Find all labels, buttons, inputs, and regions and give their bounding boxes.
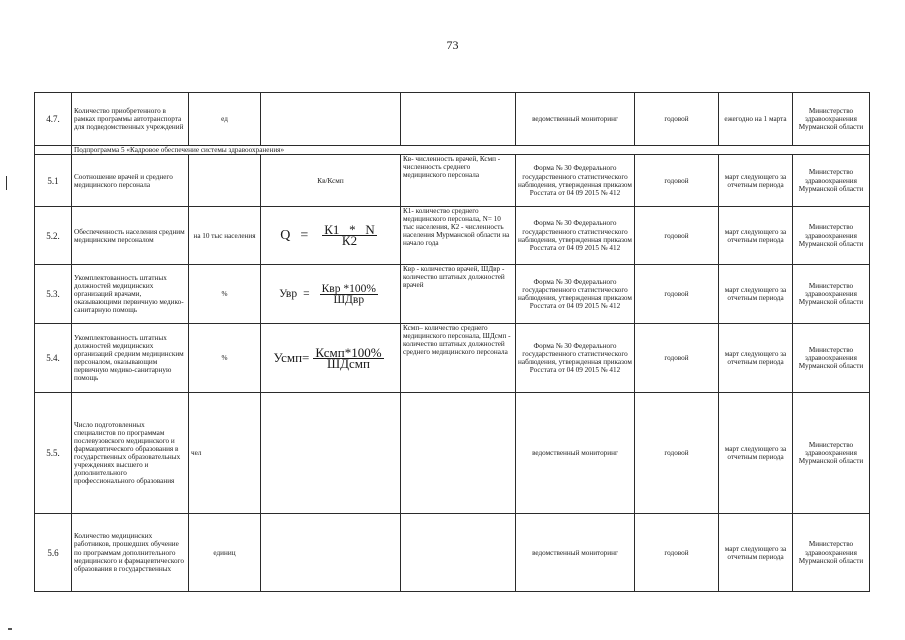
calculation-formula [261, 207, 401, 265]
indicator-definition [401, 93, 516, 146]
data-source: ведомственный мониторинг [516, 514, 635, 592]
margin-mark [6, 176, 7, 190]
data-source: Форма № 30 Федерального государственного статистического наблюдения, утвержденная приказом Росстата от 04 09 2015 № 412 [516, 324, 635, 393]
indicator-name: Обеспеченность населения средним медицинским персоналом [72, 207, 189, 265]
frequency: годовой [635, 393, 719, 514]
indicator-table [34, 92, 870, 592]
frequency: годовой [635, 514, 719, 592]
unit-of-measure: % [189, 265, 261, 324]
row-number: 5.3. [35, 265, 72, 324]
data-source: ведомственный мониторинг [516, 393, 635, 514]
calculation-formula [261, 514, 401, 592]
formula-fraction [320, 282, 378, 306]
row-number: 5.2. [35, 207, 72, 265]
indicator-name: Укомплектованность штатных должностей медицинских организаций врачами, оказывающими первичную медико-санитарную помощь [72, 265, 189, 324]
frequency: годовой [635, 265, 719, 324]
row-number: 5.5. [35, 393, 72, 514]
indicator-definition: К1- количество среднего медицинского персонала, N= 10 тыс населения, К2 - численность населения Мурманской области на начало года [401, 207, 516, 265]
calculation-formula [261, 324, 401, 393]
formula-numerator: Ксмп*100% [315, 344, 382, 360]
reporting-term: март следующего за отчетным периода [719, 514, 793, 592]
row-number: 5.1 [35, 155, 72, 207]
formula-denominator: ШДвр [333, 293, 365, 306]
formula-equals: = [300, 227, 309, 243]
unit-of-measure [189, 155, 261, 207]
calculation-formula [261, 265, 401, 324]
formula-lhs: Усмп= [273, 350, 310, 366]
reporting-term: март следующего за отчетным периода [719, 393, 793, 514]
table-row [35, 207, 870, 265]
reporting-term: март следующего за отчетным периода [719, 324, 793, 393]
responsible-body: Министерство здравоохранения Мурманской области [793, 155, 870, 207]
indicator-name: Укомплектованность штатных должностей медицинских организаций средним медицинским персоналом, оказывающим первичную медико-санитарную помощь [72, 324, 189, 393]
table-row [35, 324, 870, 393]
reporting-term: март следующего за отчетным периода [719, 207, 793, 265]
responsible-body: Министерство здравоохранения Мурманской области [793, 393, 870, 514]
calculation-formula [261, 393, 401, 514]
indicator-name: Соотношение врачей и среднего медицинского персонала [72, 155, 189, 207]
responsible-body: Министерство здравоохранения Мурманской области [793, 93, 870, 146]
formula-numerator: Квр *100% [321, 282, 376, 295]
subprogram-heading: Подпрограмма 5 «Кадровое обеспечение системы здравоохранения» [72, 146, 870, 155]
indicator-definition [401, 393, 516, 514]
frequency: годовой [635, 93, 719, 146]
data-source: Форма № 30 Федерального государственного статистического наблюдения, утвержденная приказом Росстата от 04 09 2015 № 412 [516, 265, 635, 324]
frequency: годовой [635, 207, 719, 265]
subheading-spacer [35, 146, 72, 155]
row-number: 5.4. [35, 324, 72, 393]
table-row [35, 265, 870, 324]
data-source: Форма № 30 Федерального государственного статистического наблюдения, утвержденная приказом Росстата от 04 09 2015 № 412 [516, 155, 635, 207]
reporting-term: март следующего за отчетным периода [719, 155, 793, 207]
table-row [35, 155, 870, 207]
responsible-body: Министерство здравоохранения Мурманской области [793, 265, 870, 324]
formula-denominator: К2 [341, 233, 358, 249]
formula-numerator: К1 * N [324, 222, 375, 237]
formula-uvr [263, 282, 398, 306]
formula-lhs: Q [280, 227, 291, 243]
responsible-body: Министерство здравоохранения Мурманской области [793, 514, 870, 592]
data-source: Форма № 30 Федерального государственного статистического наблюдения, утвержденная приказом Росстата от 04 09 2015 № 412 [516, 207, 635, 265]
row-number: 5.6 [35, 514, 72, 592]
frequency: годовой [635, 324, 719, 393]
unit-of-measure: ед [189, 93, 261, 146]
unit-of-measure: на 10 тыс населения [189, 207, 261, 265]
indicator-name: Количество медицинских работников, прошедших обучение по программам дополнительного медицинского и фармацевтического образования в государственных [72, 514, 189, 592]
indicator-name: Количество приобретенного в рамках программы автотранспорта для подведомственных учреждений [72, 93, 189, 146]
formula-q [263, 222, 398, 249]
formula-usmp [263, 344, 398, 371]
frequency: годовой [635, 155, 719, 207]
table-row [35, 514, 870, 592]
subprogram-heading-row [35, 146, 870, 155]
unit-of-measure: чел [189, 393, 261, 514]
indicator-definition: Квр - количество врачей, ШДвр - количество штатных должностей врачей [401, 265, 516, 324]
formula-lhs: Увр [279, 288, 298, 301]
page-number: 73 [446, 38, 459, 52]
formula-denominator: ШДсмп [326, 355, 370, 371]
indicator-definition: Ксмп– количество среднего медицинского персонала, ШДсмп - количество штатных должностей среднего медицинского персонала [401, 324, 516, 393]
data-source: ведомственный мониторинг [516, 93, 635, 146]
calculation-formula: Кв/Ксмп [261, 155, 401, 207]
indicator-definition: Кв- численность врачей, Ксмп - численность среднего медицинского персонала [401, 155, 516, 207]
reporting-term: март следующего за отчетным периода [719, 265, 793, 324]
indicator-definition [401, 514, 516, 592]
formula-fraction [322, 222, 377, 249]
unit-of-measure: % [189, 324, 261, 393]
responsible-body: Министерство здравоохранения Мурманской области [793, 207, 870, 265]
calculation-formula [261, 93, 401, 146]
indicator-name: Число подготовленных специалистов по программам послевузовского медицинского и фармацевтического образования в государственных образовательных учреждениях высшего и дополнительного профессионального образования [72, 393, 189, 514]
corner-mark [8, 628, 12, 630]
responsible-body: Министерство здравоохранения Мурманской области [793, 324, 870, 393]
unit-of-measure: единиц [189, 514, 261, 592]
formula-fraction [313, 344, 383, 371]
formula-equals: = [303, 288, 310, 301]
table-row [35, 93, 870, 146]
row-number: 4.7. [35, 93, 72, 146]
table-row [35, 393, 870, 514]
reporting-term: ежегодно на 1 марта [719, 93, 793, 146]
